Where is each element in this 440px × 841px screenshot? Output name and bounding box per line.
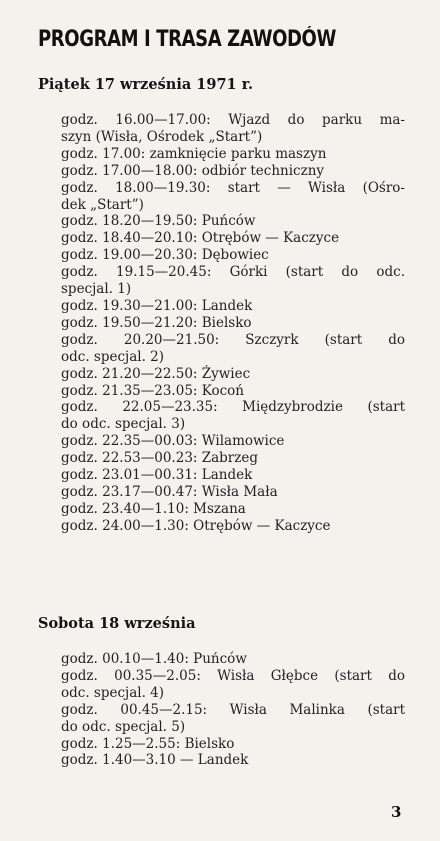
schedule-entry bbox=[61, 501, 405, 518]
schedule-entry-line: godz. 24.00—1.30: Otrębów — Kaczyce bbox=[61, 517, 331, 534]
schedule-entry-line: godz. 17.00—18.00: odbiór techniczny bbox=[61, 162, 325, 179]
schedule-entry-line: odc. specjal. 2) bbox=[61, 348, 165, 365]
schedule-entry bbox=[61, 163, 405, 180]
schedule-entry-line: godz. 23.40—1.10: Mszana bbox=[61, 500, 246, 517]
schedule-entry-line: godz. 19.30—21.00: Landek bbox=[61, 297, 253, 314]
schedule-entry-line: godz. 18.00—19.30: start — Wisła (Ośro- bbox=[61, 179, 405, 196]
schedule-entry-line: godz. 17.00: zamknięcie parku maszyn bbox=[61, 145, 327, 162]
schedule-entry-line: godz. 00.10—1.40: Puńców bbox=[61, 651, 247, 667]
schedule-entry-line: do odc. specjal. 3) bbox=[61, 416, 186, 433]
day-heading-friday: Piątek 17 września 1971 r. bbox=[38, 76, 254, 93]
schedule-list-saturday bbox=[61, 651, 405, 769]
schedule-entry bbox=[61, 264, 405, 298]
schedule-entry-line: godz. 19.00—20.30: Dębowiec bbox=[61, 247, 269, 264]
schedule-entry bbox=[61, 315, 405, 332]
schedule-entry bbox=[61, 450, 405, 467]
schedule-entry bbox=[61, 332, 405, 366]
schedule-entry-line: godz. 18.40—20.10: Otrębów — Kaczyce bbox=[61, 230, 340, 247]
schedule-entry bbox=[61, 433, 405, 450]
schedule-entry-line: godz. 20.20—21.50: Szczyrk (start do bbox=[61, 331, 405, 348]
schedule-entry bbox=[61, 467, 405, 484]
schedule-entry bbox=[61, 702, 405, 736]
schedule-entry-line: godz. 22.35—00.03: Wilamowice bbox=[61, 433, 285, 450]
schedule-entry bbox=[61, 736, 405, 753]
schedule-entry-line: godz. 19.15—20.45: Górki (start do odc. bbox=[61, 264, 405, 281]
schedule-entry-line: dek „Start”) bbox=[61, 196, 144, 213]
page-number: 3 bbox=[391, 803, 402, 821]
schedule-entry-line: godz. 00.45—2.15: Wisła Malinka (start bbox=[61, 701, 405, 718]
schedule-entry bbox=[61, 651, 405, 668]
schedule-entry bbox=[61, 366, 405, 383]
schedule-entry-line: godz. 21.35—23.05: Kocoń bbox=[61, 382, 244, 399]
day-heading-saturday: Sobota 18 września bbox=[38, 615, 196, 632]
schedule-entry bbox=[61, 146, 405, 163]
schedule-entry bbox=[61, 298, 405, 315]
schedule-entry-line: godz. 22.53—00.23: Zabrzeg bbox=[61, 450, 259, 467]
schedule-entry-line: godz. 23.17—00.47: Wisła Mała bbox=[61, 483, 278, 500]
schedule-entry bbox=[61, 752, 405, 769]
schedule-entry-line: specjal. 1) bbox=[61, 281, 132, 298]
schedule-entry-line: odc. specjal. 4) bbox=[61, 684, 165, 701]
schedule-entry bbox=[61, 230, 405, 247]
schedule-entry bbox=[61, 484, 405, 501]
schedule-entry bbox=[61, 247, 405, 264]
schedule-entry bbox=[61, 180, 405, 214]
page-title: PROGRAM I TRASA ZAWODÓW bbox=[38, 27, 336, 52]
schedule-entry bbox=[61, 112, 405, 146]
schedule-entry-line: godz. 1.40—3.10 — Landek bbox=[61, 752, 249, 769]
schedule-entry-line: godz. 1.25—2.55: Bielsko bbox=[61, 735, 235, 752]
schedule-entry bbox=[61, 383, 405, 400]
schedule-entry bbox=[61, 518, 405, 535]
schedule-entry-line: godz. 23.01—00.31: Landek bbox=[61, 467, 253, 484]
schedule-entry-line: do odc. specjal. 5) bbox=[61, 718, 186, 735]
schedule-entry-line: godz. 19.50—21.20: Bielsko bbox=[61, 314, 252, 331]
schedule-entry-line: godz. 21.20—22.50: Żywiec bbox=[61, 365, 251, 382]
schedule-entry bbox=[61, 668, 405, 702]
schedule-entry-line: godz. 22.05—23.35: Międzybrodzie (start bbox=[61, 399, 405, 416]
schedule-entry bbox=[61, 213, 405, 230]
schedule-entry-line: godz. 16.00—17.00: Wjazd do parku ma- bbox=[61, 112, 405, 128]
schedule-list-friday bbox=[61, 112, 405, 535]
schedule-entry bbox=[61, 399, 405, 433]
schedule-entry-line: szyn (Wisła, Ośrodek „Start”) bbox=[61, 128, 263, 145]
schedule-entry-line: godz. 00.35—2.05: Wisła Głębce (start do bbox=[61, 667, 405, 684]
schedule-entry-line: godz. 18.20—19.50: Puńców bbox=[61, 213, 256, 230]
